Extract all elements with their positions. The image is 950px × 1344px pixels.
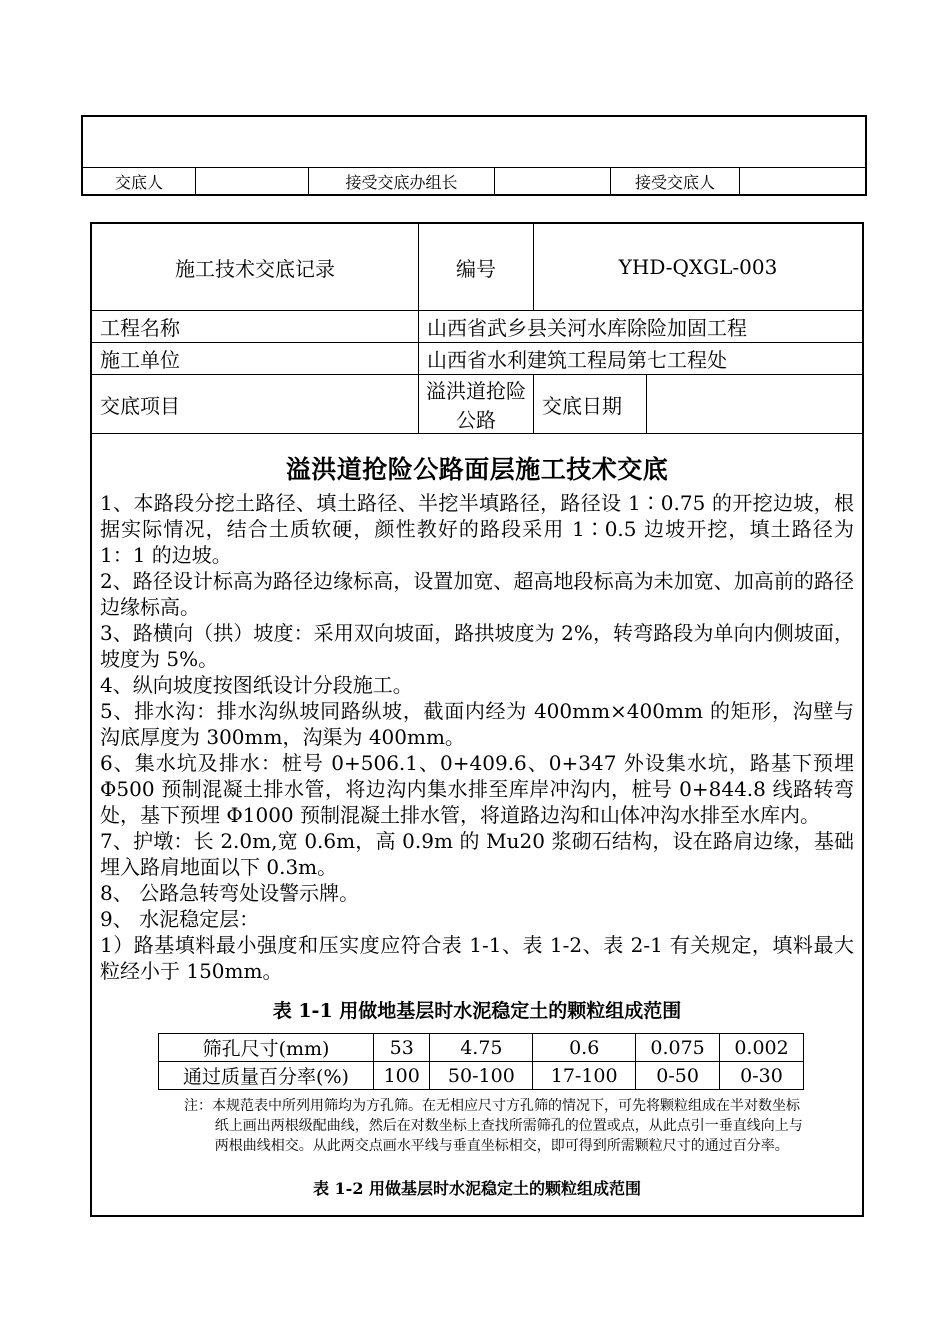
record-header-table <box>92 224 862 434</box>
paragraph-7: 7、护墩：长 2.0m,宽 0.6m，高 0.9m 的 Mu20 浆砌石结构，设在路肩边缘，基础埋入路肩地面以下 0.3m。 <box>100 829 854 879</box>
table-1-1-caption: 表 1-1 用做地基层时水泥稳定土的颗粒组成范围 <box>272 1000 682 1022</box>
pass-rate-row <box>159 1062 804 1090</box>
signature-blank-cell <box>82 116 866 168</box>
table-note: 注：本规范表中所列用筛均为方孔筛。在无相应尺寸方孔筛的情况下，可先将颗粒组成在半对数坐标纸上画出两根级配曲线，然后在对数坐标上查找所需筛孔的位置或点，从此点引一垂直线向上与两根曲线相交。从此两交点画水平线与垂直坐标相交，即可得到所需颗粒尺寸的通过百分率。 <box>184 1098 803 1154</box>
sieve-size-label: 筛孔尺寸(mm) <box>159 1034 374 1062</box>
project-name-value: 山西省武乡县关河水库除险加固工程 <box>419 311 863 343</box>
handover-item-label: 交底项目 <box>92 375 419 434</box>
paragraph-8: 8、 公路急转弯处设警示牌。 <box>100 881 360 905</box>
sieve-size-cell: 0.075 <box>636 1034 720 1062</box>
technical-briefing-record <box>90 222 864 1217</box>
project-name-label: 工程名称 <box>92 311 419 343</box>
document-title: 溢洪道抢险公路面层施工技术交底 <box>285 455 669 484</box>
pass-rate-cell: 0-50 <box>636 1062 720 1090</box>
paragraph-2: 2、路径设计标高为路径边缘标高，设置加宽、超高地段标高为未加宽、加高前的路径边缘标高。 <box>100 569 854 619</box>
grain-size-table <box>158 1033 804 1090</box>
table-1-2-caption: 表 1-2 用做基层时水泥稳定土的颗粒组成范围 <box>312 1179 642 1198</box>
sieve-size-cell: 53 <box>374 1034 430 1062</box>
sieve-size-cell: 0.002 <box>720 1034 804 1062</box>
paragraph-5: 5、排水沟：排水沟纵坡同路纵坡，截面内经为 400mm×400mm 的矩形，沟壁与沟底厚度为 300mm，沟渠为 400mm。 <box>100 699 854 749</box>
record-header-row <box>92 224 862 311</box>
paragraph-9-1: 1）路基填料最小强度和压实度应符合表 1-1、表 1-2、表 2-1 有关规定，填料最大粒经小于 150mm。 <box>100 933 854 983</box>
construction-unit-value: 山西省水利建筑工程局第七工程处 <box>419 343 863 375</box>
receiving-person-label: 接受交底人 <box>611 168 740 196</box>
record-title: 施工技术交底记录 <box>92 224 419 311</box>
signature-row <box>82 168 866 196</box>
pass-rate-label: 通过质量百分率(%) <box>159 1062 374 1090</box>
handover-person-value <box>196 168 309 196</box>
paragraph-4: 4、纵向坡度按图纸设计分段施工。 <box>100 673 413 697</box>
receiving-office-head-value <box>495 168 611 196</box>
project-name-row <box>92 311 862 343</box>
briefing-body <box>92 434 862 1199</box>
signature-blank-row <box>82 116 866 168</box>
receiving-office-head-label: 接受交底办组长 <box>309 168 495 196</box>
pass-rate-cell: 50-100 <box>430 1062 533 1090</box>
handover-item-row <box>92 375 862 434</box>
pass-rate-cell: 17-100 <box>533 1062 636 1090</box>
signature-table <box>81 115 867 196</box>
paragraph-1: 1、本路段分挖土路径、填土路径、半挖半填路径，路径设 1∶0.75 的开挖边坡，根据实际情况，结合土质软硬，颜性教好的路段采用 1∶0.5 边坡开挖，填土路径为 1：1 的边坡。 <box>100 491 854 567</box>
handover-person-label: 交底人 <box>82 168 196 196</box>
number-value: YHD-QXGL-003 <box>534 224 863 311</box>
paragraph-6: 6、集水坑及排水：桩号 0+506.1、0+409.6、0+347 外设集水坑，路基下预埋 Φ500 预制混凝土排水管，将边沟内集水排至库岸冲沟内，桩号 0+844.8 线路转弯处，基下预埋 Φ1000 预制混凝土排水管，将道路边沟和山体冲沟水排至水库内。 <box>100 751 854 827</box>
construction-unit-row <box>92 343 862 375</box>
handover-date-value <box>647 375 863 434</box>
construction-unit-label: 施工单位 <box>92 343 419 375</box>
sieve-size-cell: 0.6 <box>533 1034 636 1062</box>
receiving-person-value <box>740 168 867 196</box>
paragraph-3: 3、路横向（拱）坡度：采用双向坡面，路拱坡度为 2%，转弯路段为单向内侧坡面，坡度为 5%。 <box>100 621 854 671</box>
sieve-size-row <box>159 1034 804 1062</box>
paragraph-9: 9、 水泥稳定层： <box>100 907 260 931</box>
handover-date-label: 交底日期 <box>534 375 647 434</box>
pass-rate-cell: 100 <box>374 1062 430 1090</box>
number-label: 编号 <box>419 224 534 311</box>
pass-rate-cell: 0-30 <box>720 1062 804 1090</box>
handover-item-value: 溢洪道抢险公路 <box>419 375 534 434</box>
sieve-size-cell: 4.75 <box>430 1034 533 1062</box>
